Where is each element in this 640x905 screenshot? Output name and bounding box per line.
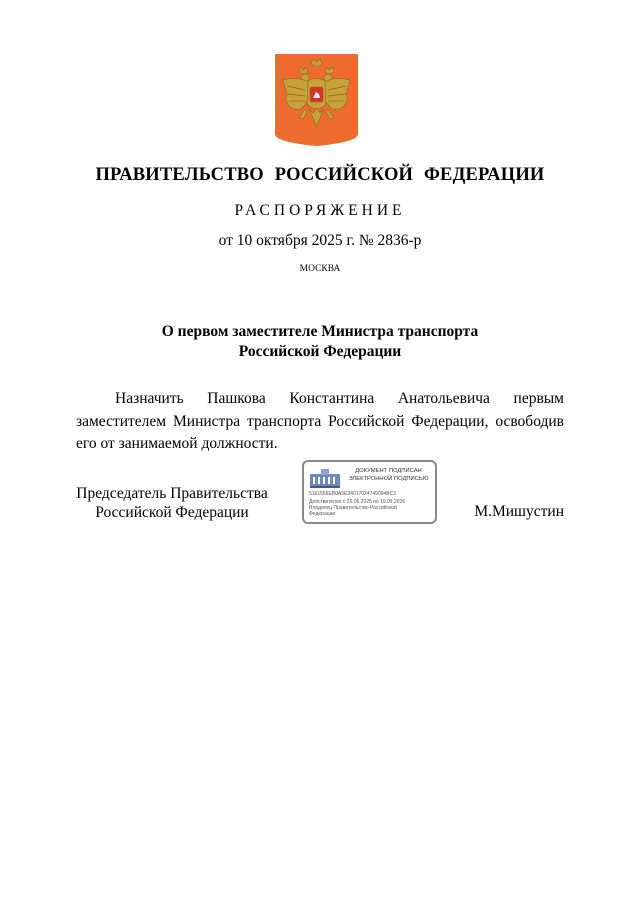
esig-certificate-serial: 5161566EB0A5E34017024749094BC3 — [309, 491, 397, 497]
electronic-signature-stamp — [302, 460, 437, 524]
esig-heading-line-1: ДОКУМЕНТ ПОДПИСАН — [355, 468, 422, 474]
esig-heading-line-2: ЭЛЕКТРОННОЙ ПОДПИСЬЮ — [348, 475, 429, 482]
subject-line-2: Российской Федерации — [238, 343, 402, 360]
esig-owner: Владелец Правительство Российской Федерации — [309, 505, 397, 517]
coat-of-arms-emblem — [275, 54, 358, 146]
signer-position — [62, 484, 282, 522]
signer-position-line-1: Председатель Правительства — [76, 485, 268, 502]
government-title: ПРАВИТЕЛЬСТВО РОССИЙСКОЙ ФЕДЕРАЦИИ — [95, 165, 545, 185]
esig-validity-period: Действителен с 26.06.2025 по 19.09.2026 — [309, 499, 406, 505]
order-text: Назначить Пашкова Константина Анатольевича первым заместителем Министра транспорта Российской Федерации, освободив его от занимаемой должности. — [76, 390, 564, 452]
document-type: РАСПОРЯЖЕНИЕ — [234, 202, 406, 219]
signer-position-line-2: Российской Федерации — [95, 504, 249, 521]
document-city: МОСКВА — [299, 264, 341, 274]
government-building-icon — [310, 468, 340, 488]
esig-heading — [342, 468, 435, 483]
document-subject — [0, 322, 640, 362]
signer-name: М.Мишустин — [474, 503, 564, 520]
subject-line-1: О первом заместителе Министра транспорта — [161, 323, 479, 340]
document-date-number: от 10 октября 2025 г. № 2836-р — [218, 232, 422, 249]
